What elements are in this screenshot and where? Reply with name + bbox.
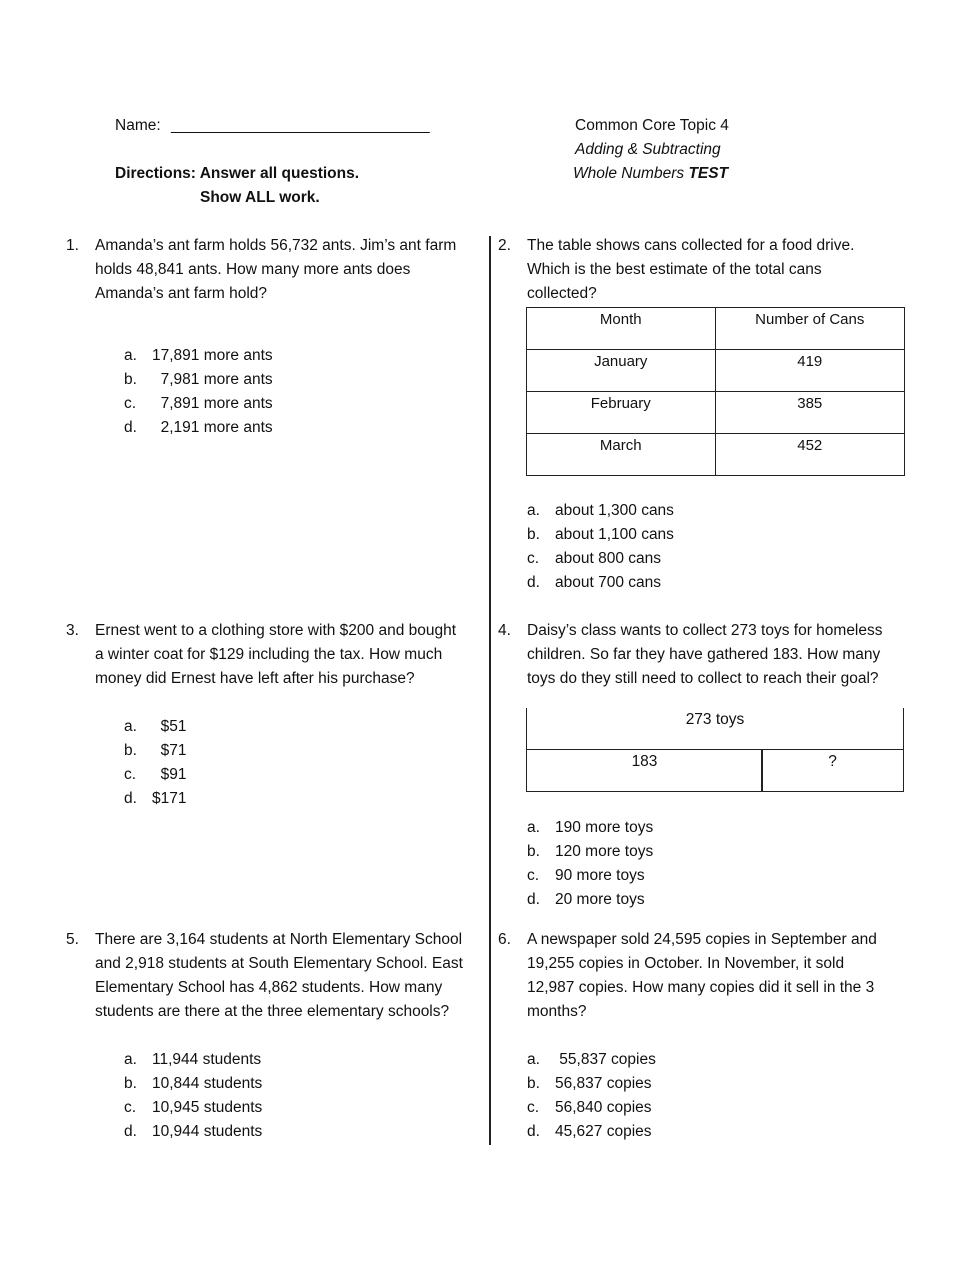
answer-choice[interactable] — [527, 1096, 656, 1120]
question-6-line: months? — [527, 1003, 587, 1020]
answer-choice[interactable] — [124, 715, 186, 739]
choice-letter: d. — [124, 1123, 137, 1140]
question-3-text — [95, 619, 485, 691]
tape-part-unknown: ? — [761, 750, 904, 792]
choice-text: 10,945 students — [152, 1099, 263, 1116]
answer-choice[interactable] — [124, 368, 273, 392]
choice-text: $51 — [152, 718, 187, 735]
answer-choice[interactable] — [124, 1048, 262, 1072]
answer-choice[interactable] — [124, 787, 186, 811]
answer-choice[interactable] — [527, 840, 653, 864]
choice-text: about 800 cans — [555, 550, 662, 567]
directions-line-2: Show ALL work. — [200, 189, 320, 206]
question-6-line: 19,255 copies in October. In November, it sold — [527, 955, 845, 972]
choice-letter: a. — [124, 1051, 137, 1068]
table-row — [527, 434, 905, 476]
choice-text: $171 — [152, 790, 187, 807]
question-1-choices — [124, 344, 273, 440]
choice-text: 90 more toys — [555, 867, 645, 884]
choice-letter: c. — [124, 395, 137, 412]
choice-text: about 1,300 cans — [555, 502, 674, 519]
question-1-text — [95, 234, 485, 306]
answer-choice[interactable] — [527, 499, 674, 523]
answer-choice[interactable] — [527, 1120, 656, 1144]
table-cell: 452 — [715, 434, 905, 476]
choice-text: $71 — [152, 742, 187, 759]
table-header-cell: Month — [527, 308, 716, 350]
question-1-line: Amanda’s ant farm holds 56,732 ants. Jim’s ant farm — [95, 237, 457, 254]
question-6-number: 6. — [498, 931, 511, 948]
choice-text: 56,837 copies — [555, 1075, 652, 1092]
choice-letter: b. — [124, 371, 137, 388]
choice-text: 120 more toys — [555, 843, 654, 860]
answer-choice[interactable] — [527, 1048, 656, 1072]
answer-choice[interactable] — [527, 1072, 656, 1096]
table-cell: 419 — [715, 350, 905, 392]
choice-letter: d. — [527, 891, 540, 908]
answer-choice[interactable] — [527, 523, 674, 547]
question-5-line: There are 3,164 students at North Elementary School — [95, 931, 463, 948]
answer-choice[interactable] — [527, 571, 674, 595]
question-3-number: 3. — [66, 622, 79, 639]
choice-letter: d. — [124, 790, 137, 807]
tape-diagram — [526, 708, 904, 792]
question-5-text — [95, 928, 487, 1024]
title-test-label: TEST — [688, 165, 729, 182]
choice-letter: a. — [527, 819, 540, 836]
choice-text: 7,981 more ants — [152, 371, 273, 388]
table-cell: March — [527, 434, 716, 476]
question-1-line: holds 48,841 ants. How many more ants does — [95, 261, 411, 278]
choice-letter: a. — [124, 347, 137, 364]
answer-choice[interactable] — [124, 344, 273, 368]
choice-letter: c. — [124, 766, 137, 783]
answer-choice[interactable] — [124, 392, 273, 416]
choice-letter: d. — [527, 1123, 540, 1140]
choice-letter: b. — [124, 742, 137, 759]
question-5-line: Elementary School has 4,862 students. How many — [95, 979, 443, 996]
name-blank[interactable]: ______________________________ — [170, 117, 430, 134]
question-2-line: Which is the best estimate of the total cans — [527, 261, 822, 278]
choice-letter: b. — [527, 526, 540, 543]
question-6-line: 12,987 copies. How many copies did it sell in the 3 — [527, 979, 875, 996]
title-line-2-prefix: Whole Numbers — [573, 165, 689, 182]
choice-letter: b. — [527, 843, 540, 860]
cans-table — [526, 307, 905, 476]
question-2-choices — [527, 499, 674, 595]
question-4-line: children. So far they have gathered 183. How many — [527, 646, 881, 663]
directions-line-1: Directions: Answer all questions. — [115, 165, 360, 182]
choice-letter: c. — [527, 550, 540, 567]
choice-text: 7,891 more ants — [152, 395, 273, 412]
choice-letter: d. — [124, 419, 137, 436]
table-header-row — [527, 308, 905, 350]
question-4-line: toys do they still need to collect to reach their goal? — [527, 670, 879, 687]
choice-letter: d. — [527, 574, 540, 591]
choice-text: 45,627 copies — [555, 1123, 652, 1140]
answer-choice[interactable] — [527, 888, 653, 912]
choice-letter: c. — [527, 1099, 540, 1116]
choice-text: 190 more toys — [555, 819, 654, 836]
choice-letter: c. — [124, 1099, 137, 1116]
question-5-line: students are there at the three elementary schools? — [95, 1003, 450, 1020]
answer-choice[interactable] — [124, 1096, 262, 1120]
question-3-line: money did Ernest have left after his purchase? — [95, 670, 415, 687]
answer-choice[interactable] — [527, 864, 653, 888]
tape-total: 273 toys — [526, 708, 904, 750]
topic-line: Common Core Topic 4 — [575, 117, 729, 134]
choice-letter: a. — [527, 502, 540, 519]
choice-letter: a. — [527, 1051, 540, 1068]
choice-text: 55,837 copies — [555, 1051, 656, 1068]
choice-letter: b. — [527, 1075, 540, 1092]
question-5-line: and 2,918 students at South Elementary School. East — [95, 955, 463, 972]
question-5-choices — [124, 1048, 262, 1144]
question-4-line: Daisy’s class wants to collect 273 toys for homeless — [527, 622, 883, 639]
question-3-line: Ernest went to a clothing store with $200 and bought — [95, 622, 457, 639]
question-4-number: 4. — [498, 622, 511, 639]
answer-choice[interactable] — [124, 1120, 262, 1144]
answer-choice[interactable] — [527, 547, 674, 571]
choice-letter: a. — [124, 718, 137, 735]
choice-text: about 1,100 cans — [555, 526, 674, 543]
table-row — [527, 392, 905, 434]
question-6-text — [527, 928, 917, 1024]
name-label-row — [115, 114, 430, 138]
table-header-cell: Number of Cans — [715, 308, 905, 350]
choice-text: 56,840 copies — [555, 1099, 652, 1116]
choice-letter: c. — [527, 867, 540, 884]
column-divider — [489, 236, 491, 1145]
tape-part-known: 183 — [526, 750, 763, 792]
title-line-1: Adding & Subtracting — [575, 141, 721, 158]
choice-text: 11,944 students — [152, 1051, 262, 1068]
question-3-choices — [124, 715, 186, 811]
question-1-line: Amanda’s ant farm hold? — [95, 285, 268, 302]
question-4-text — [527, 619, 917, 691]
choice-text: 10,944 students — [152, 1123, 263, 1140]
title-line-2 — [573, 162, 728, 186]
choice-text: about 700 cans — [555, 574, 662, 591]
question-2-text — [527, 234, 917, 306]
table-row — [527, 350, 905, 392]
question-2-line: The table shows cans collected for a food drive. — [527, 237, 855, 254]
question-6-line: A newspaper sold 24,595 copies in September and — [527, 931, 877, 948]
answer-choice[interactable] — [124, 1072, 262, 1096]
question-5-number: 5. — [66, 931, 79, 948]
question-3-line: a winter coat for $129 including the tax. How much — [95, 646, 443, 663]
table-cell: January — [527, 350, 716, 392]
question-4-choices — [527, 816, 653, 912]
choice-text: 20 more toys — [555, 891, 645, 908]
choice-text: 10,844 students — [152, 1075, 263, 1092]
answer-choice[interactable] — [124, 739, 186, 763]
question-2-line: collected? — [527, 285, 597, 302]
choice-text: 17,891 more ants — [152, 347, 273, 364]
question-1-number: 1. — [66, 237, 79, 254]
name-label: Name: — [115, 117, 161, 134]
answer-choice[interactable] — [124, 416, 273, 440]
question-6-choices — [527, 1048, 656, 1144]
choice-text: $91 — [152, 766, 187, 783]
table-cell: February — [527, 392, 716, 434]
table-cell: 385 — [715, 392, 905, 434]
choice-letter: b. — [124, 1075, 137, 1092]
answer-choice[interactable] — [527, 816, 653, 840]
question-2-number: 2. — [498, 237, 511, 254]
answer-choice[interactable] — [124, 763, 186, 787]
choice-text: 2,191 more ants — [152, 419, 273, 436]
